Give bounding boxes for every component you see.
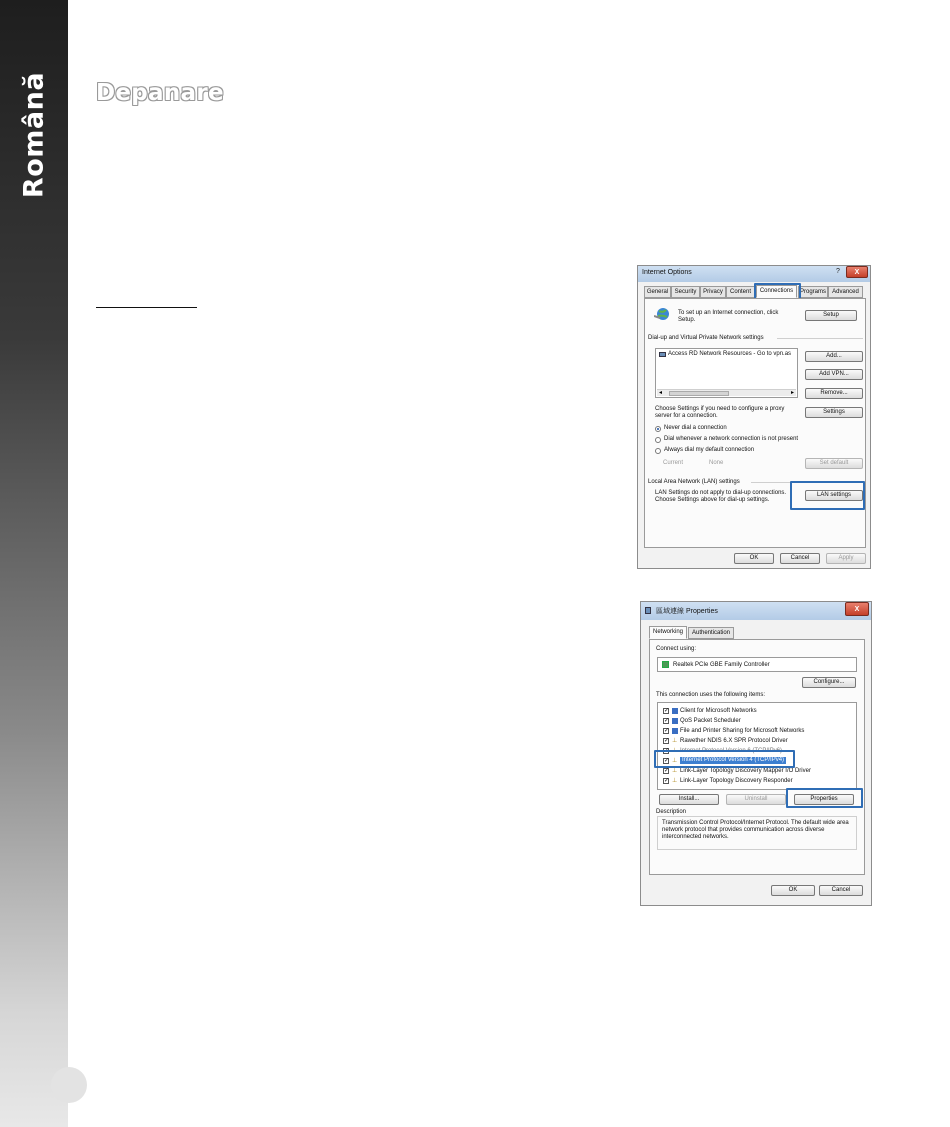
description-label: Description [656, 809, 687, 815]
help-button[interactable]: ? [836, 268, 840, 275]
network-icon [659, 352, 666, 357]
radio-never-dial-label: Never dial a connection [664, 425, 727, 431]
items-list[interactable] [657, 702, 857, 790]
item-label: Client for Microsoft Networks [680, 708, 757, 714]
apply-button[interactable]: Apply [826, 553, 866, 564]
description-box [657, 816, 857, 850]
adapter-name: Realtek PCIe GBE Family Controller [673, 662, 770, 668]
adapter-box [657, 657, 857, 672]
tab-advanced[interactable]: Advanced [828, 286, 863, 298]
current-value: None [709, 460, 724, 466]
item-checkbox[interactable]: ✓ [664, 768, 670, 774]
tab-content[interactable]: Content [726, 286, 755, 298]
radio-dial-whenever[interactable] [655, 437, 661, 443]
item-checkbox[interactable]: ✓ [664, 708, 670, 714]
internet-options-dialog [637, 265, 871, 569]
properties-title: 區域連線 Properties [656, 608, 718, 615]
scheduler-icon [672, 718, 678, 724]
lan-settings-highlight [790, 481, 865, 510]
internet-options-titlebar [638, 266, 870, 282]
list-item[interactable] [658, 716, 856, 726]
horizontal-scrollbar[interactable] [657, 389, 796, 396]
protocol-icon: ⊥ [672, 748, 678, 754]
client-icon [672, 708, 678, 714]
language-label: Română [18, 71, 50, 199]
setup-button[interactable]: Setup [805, 310, 857, 321]
item-label: Link-Layer Topology Discovery Mapper I/O Driver [680, 768, 811, 774]
cancel-button[interactable]: Cancel [780, 553, 820, 564]
ok-button[interactable]: OK [771, 885, 815, 896]
tab-authentication[interactable]: Authentication [688, 627, 734, 639]
item-checkbox[interactable]: ✓ [664, 718, 670, 724]
dialup-entry[interactable]: Access RD Network Resources - Go to vpn.as [668, 351, 792, 357]
uninstall-button[interactable]: Uninstall [726, 794, 786, 805]
page-title: Depanare [96, 80, 224, 106]
tab-security[interactable]: Security [671, 286, 700, 298]
item-checkbox[interactable]: ✓ [664, 738, 670, 744]
settings-text: Choose Settings if you need to configure a proxy server for a connection. [655, 406, 785, 419]
add-vpn-button[interactable]: Add VPN... [805, 369, 863, 380]
dialup-list[interactable] [655, 348, 798, 398]
properties-button-highlight [786, 788, 863, 808]
lan-properties-dialog [640, 601, 872, 906]
item-checkbox[interactable]: ✓ [664, 758, 670, 764]
dialup-separator [777, 338, 863, 339]
tab-programs[interactable]: Programs [798, 286, 828, 298]
properties-button[interactable]: Properties [794, 794, 854, 805]
current-label: Current [663, 460, 684, 466]
tab-privacy[interactable]: Privacy [700, 286, 726, 298]
scroll-left-icon[interactable]: ◂ [659, 390, 663, 396]
radio-dial-whenever-label: Dial whenever a network connection is not present [664, 436, 799, 442]
ipv4-highlight [654, 750, 795, 768]
dialog-title: Internet Options [642, 269, 692, 276]
lan-text: LAN Settings do not apply to dial-up connections. Choose Settings above for dial-up settings. [655, 490, 787, 503]
lan-properties-titlebar [641, 602, 871, 620]
close-button[interactable]: X [845, 602, 869, 616]
globe-icon [654, 307, 671, 321]
settings-button[interactable]: Settings [805, 407, 863, 418]
item-checkbox[interactable]: ✓ [664, 778, 670, 784]
items-label: This connection uses the following items: [656, 692, 766, 698]
configure-button[interactable]: Configure... [802, 677, 856, 688]
lan-heading: Local Area Network (LAN) settings [648, 479, 740, 485]
cancel-button[interactable]: Cancel [819, 885, 863, 896]
connect-using-label: Connect using: [656, 646, 697, 652]
ok-button[interactable]: OK [734, 553, 774, 564]
item-label: Rawether NDIS 6.X SPR Protocol Driver [680, 738, 788, 744]
item-label: Internet Protocol Version 6 (TCP/IPv6) [680, 748, 783, 754]
protocol-icon: ⊥ [672, 758, 678, 764]
item-label: Internet Protocol Version 4 (TCP/IPv4) [682, 757, 785, 763]
list-item[interactable] [658, 776, 856, 786]
item-label: QoS Packet Scheduler [680, 718, 741, 724]
language-label-container [0, 0, 68, 260]
protocol-icon: ⊥ [672, 738, 678, 744]
set-default-button[interactable]: Set default [805, 458, 863, 469]
item-checkbox[interactable]: ✓ [664, 728, 670, 734]
setup-text: To set up an Internet connection, click Setup. [678, 310, 779, 323]
install-button[interactable]: Install... [659, 794, 719, 805]
scroll-right-icon[interactable]: ▸ [790, 390, 794, 396]
list-item[interactable] [658, 726, 856, 736]
lan-settings-button[interactable]: LAN settings [805, 490, 863, 501]
tab-connections[interactable]: Connections [756, 285, 797, 298]
radio-always-dial[interactable] [655, 448, 661, 454]
protocol-icon: ⊥ [672, 768, 678, 774]
add-button[interactable]: Add... [805, 351, 863, 362]
list-item[interactable] [658, 706, 856, 716]
list-item[interactable] [658, 736, 856, 746]
tab-networking[interactable]: Networking [649, 626, 687, 639]
close-button[interactable]: X [846, 266, 868, 278]
description-text: Transmission Control Protocol/Internet Protocol. The default wide area network protocol that provides communication across diverse interconnected networks. [662, 820, 849, 840]
underline-rule [96, 307, 197, 308]
protocol-icon: ⊥ [672, 778, 678, 784]
item-checkbox[interactable]: ✓ [664, 748, 670, 754]
radio-always-dial-label: Always dial my default connection [664, 447, 755, 453]
tab-general[interactable]: General [644, 286, 671, 298]
radio-never-dial[interactable] [655, 426, 661, 432]
connections-panel [644, 298, 866, 548]
item-label: File and Printer Sharing for Microsoft Networks [680, 728, 805, 734]
scroll-thumb[interactable] [669, 391, 729, 396]
item-label: Link-Layer Topology Discovery Responder [680, 778, 793, 784]
remove-button[interactable]: Remove... [805, 388, 863, 399]
dialup-heading: Dial-up and Virtual Private Network settings [648, 335, 764, 341]
adapter-icon [662, 661, 669, 668]
page-number-marker [51, 1067, 87, 1103]
printer-icon [672, 728, 678, 734]
network-adapter-icon [645, 607, 651, 614]
